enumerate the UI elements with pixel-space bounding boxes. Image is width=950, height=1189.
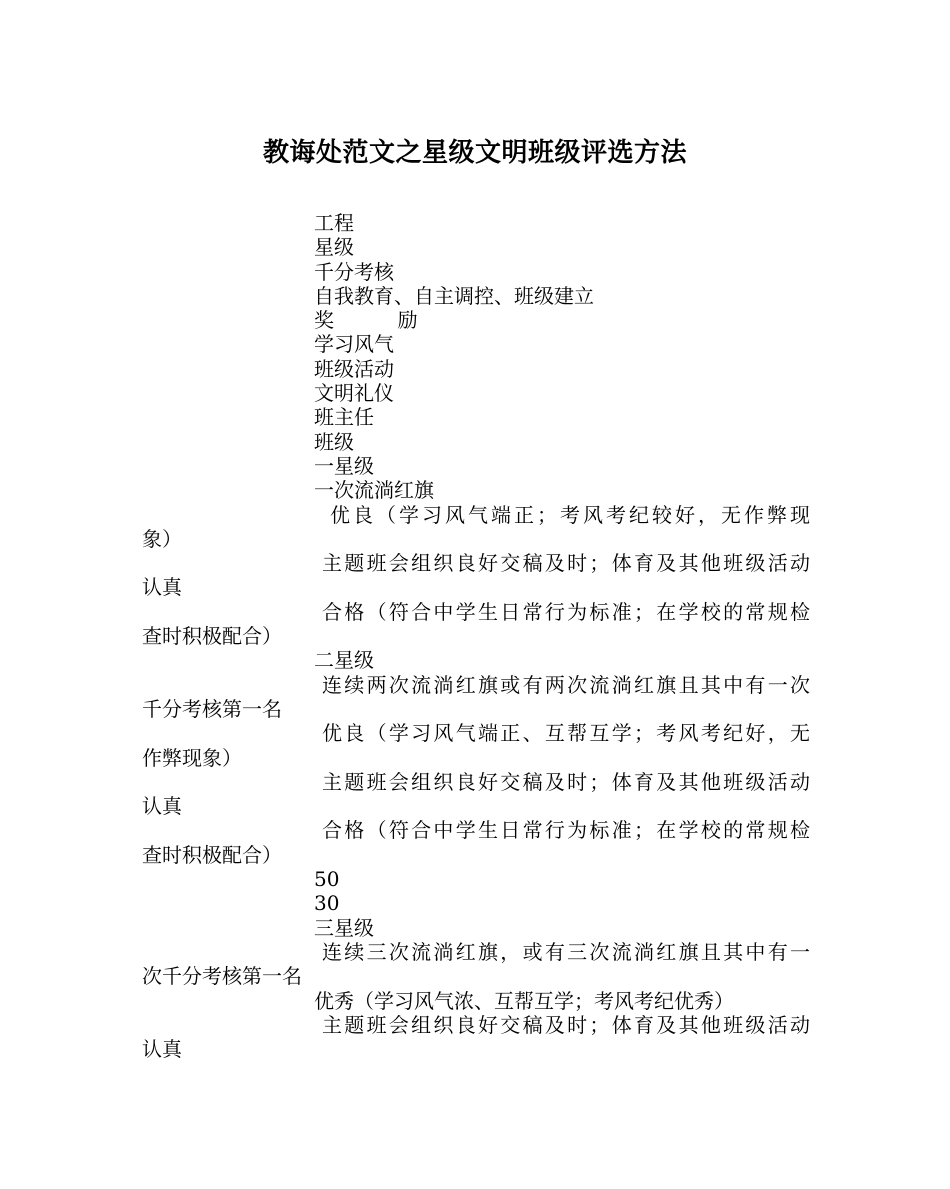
text-line: 二星级: [314, 648, 374, 673]
text-line: 班级活动: [314, 356, 394, 381]
text-line: 一星级: [314, 453, 374, 478]
document-body: [142, 211, 810, 1061]
text-line: 优良（学习风气端正；考风考纪较好，无作弊现: [330, 502, 810, 527]
text-line: 文明礼仪: [314, 381, 394, 406]
text-line: 查时积极配合）: [142, 842, 282, 867]
text-line: 班级: [314, 429, 354, 454]
text-line: 查时积极配合）: [142, 624, 282, 649]
text-line: 合格（符合中学生日常行为标准；在学校的常规检: [322, 599, 810, 624]
text-line: 三星级: [314, 915, 374, 940]
text-line: 次千分考核第一名: [142, 964, 302, 989]
text-line: 象）: [142, 526, 182, 551]
text-line: 班主任: [314, 405, 374, 430]
text-line: 一次流淌红旗: [314, 478, 434, 503]
document-title: 教诲处范文之星级文明班级评选方法: [262, 138, 687, 168]
text-line: 作弊现象）: [142, 745, 242, 770]
text-line: 认真: [142, 794, 182, 819]
text-line: 30: [314, 891, 340, 916]
text-line: 50: [314, 867, 340, 892]
text-line: 千分考核第一名: [142, 696, 282, 721]
text-line: 自我教育、自主调控、班级建立: [314, 283, 594, 308]
text-line: 主题班会组织良好交稿及时；体育及其他班级活动: [322, 769, 810, 794]
text-line: 学习风气: [314, 332, 394, 357]
text-line: 奖 励: [314, 308, 418, 333]
text-line: 主题班会组织良好交稿及时；体育及其他班级活动: [322, 1012, 810, 1037]
text-line: 连续三次流淌红旗，或有三次流淌红旗且其中有一: [322, 939, 810, 964]
text-line: 认真: [142, 575, 182, 600]
text-line: 优良（学习风气端正、互帮互学；考风考纪好，无: [322, 721, 810, 746]
text-line: 千分考核: [314, 259, 394, 284]
text-line: 连续两次流淌红旗或有两次流淌红旗且其中有一次: [322, 672, 810, 697]
text-line: 认真: [142, 1037, 182, 1062]
text-line: 优秀（学习风气浓、互帮互学；考风考纪优秀）: [314, 988, 734, 1013]
text-line: 星级: [314, 235, 354, 260]
text-line: 主题班会组织良好交稿及时；体育及其他班级活动: [322, 551, 810, 576]
text-line: 合格（符合中学生日常行为标准；在学校的常规检: [322, 818, 810, 843]
text-line: 工程: [314, 211, 354, 235]
